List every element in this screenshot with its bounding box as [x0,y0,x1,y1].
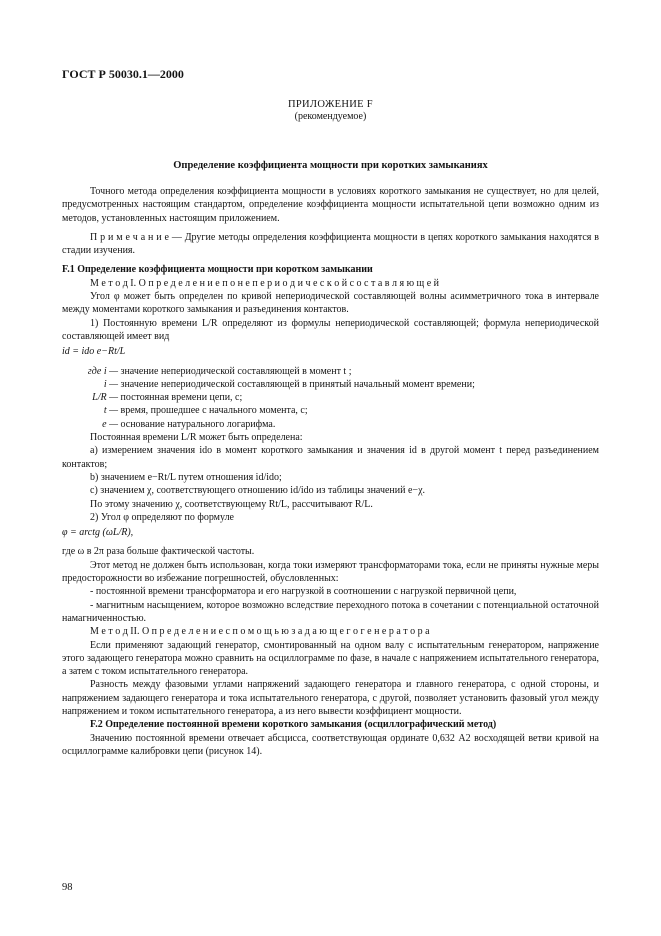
definition-text: значение непериодической составляющей в момент t ; [120,365,352,377]
list-item-1: - постоянной времени трансформатора и его нагрузкой в соотношении с нагрузкой первичной цепи, [90,586,517,598]
section-f1-heading: F.1 Определение коэффициента мощности при коротком замыкании [62,264,373,276]
item-a: а) измерением значения ido в момент короткого замыкания и значения id в другой момент t перед разъединением контактов; [62,445,599,470]
formula-arctg: φ = arctg (ωL/R), [62,527,134,539]
definition-text: время, прошедшее с начального момента, с; [120,405,308,417]
f1-paragraph-3: Постоянная времени L/R может быть определена: [90,432,303,444]
appendix-note: (рекомендуемое) [294,111,367,122]
item-c: с) значением χ, соответствующего отношению id/ido из таблицы значений e−χ. [90,485,426,497]
definition-row [62,418,599,431]
list-item-2: - магнитным насыщением, которое возможно вследствие переходного потока в сочетании с потенциальной остаточной намагниченностью. [62,599,599,624]
f1-paragraph-7: Этот метод не должен быть использован, когда токи измеряют трансформаторами тока, если не приняты нужные меры предосторожности во избежание погрешностей, обусловленных: [62,559,599,585]
f1-paragraph-9: Разность между фазовыми углами напряжений задающего генератора и главного генератора, с одной стороны, и напряжением задающего генератора и тока испытательного генератора, с другой, позволяет установить фазовый угол между напряжением и током испытательного генератора, а из него вывести коэффициент мощности. [62,679,599,717]
definition-text: основание натурального логарифма. [120,418,276,430]
definition-row [62,391,599,404]
f1-paragraph-5: 2) Угол φ определяют по формуле [90,511,234,523]
f2-paragraph-1: Значению постоянной времени отвечает абсцисса, соответствующая ординате 0,632 A2 восходящей ветви кривой на осциллограмме калибровки цепи (рисунок 14). [62,732,599,757]
f1-paragraph-1: Угол φ может быть определен по кривой непериодической составляющей волны асимметричного тока в интервале между моментами короткого замыкания и разъединения контактов. [62,291,599,316]
intro-paragraph: Точного метода определения коэффициента мощности в условиях короткого замыкания не существует, но для целей, предусмотренных настоящим стандартом, определение коэффициента мощности испытательной цепи возможно одним из методов, установленных настоящим приложением. [62,186,599,224]
f1-paragraph-2: 1) Постоянную времени L/R определяют из формулы непериодической составляющей; формула непериодической составляющей имеет вид [62,317,599,342]
item-b: b) значением e−Rt/L путем отношения id/ido; [90,471,282,483]
definition-symbol: i — [103,378,118,390]
appendix-title: Определение коэффициента мощности при коротких замыканиях [173,160,488,171]
note-text: Другие методы определения коэффициента мощности в цепях короткого замыкания находятся в стадии изучения. [62,231,600,257]
section-f2-heading: F.2 Определение постоянной времени короткого замыкания (осциллографический метод) [90,719,497,731]
definitions-list [62,365,599,431]
page-number: 98 [62,882,73,893]
definition-row [62,365,599,378]
note-label: П р и м е ч а н и е — [90,231,182,243]
f1-paragraph-6: где ω в 2π раза больше фактической частоты. [62,546,255,558]
standard-header: ГОСТ Р 50030.1—2000 [62,67,184,81]
definition-row [62,404,599,417]
f1-paragraph-8: Если применяют задающий генератор, смонтированный на одном валу с испытательным генератором, напряжение этого задающего генератора можно сравнить на осциллограмме по фазе, в начале с напряжением испытательного генератора, а затем с током испытательного генератора. [62,639,599,678]
definition-symbol: t — [103,405,118,417]
document-body [62,185,599,758]
definition-text: значение непериодической составляющей в принятый начальный момент времени; [120,378,475,390]
method2-heading: М е т о д II. О п р е д е л е н и е с п о м о щ ь ю з а д а ю щ е г о г е н е р а т о р а [90,626,430,638]
appendix-label: ПРИЛОЖЕНИЕ F [288,99,373,110]
definition-symbol: L/R — [92,392,118,404]
definition-symbol: e — [102,418,118,430]
method1-heading: М е т о д I. О п р е д е л е н и е п о н е п е р и о д и ч е с к о й с о с т а в л я ю щ е й [90,277,440,289]
definition-row [62,378,599,391]
f1-paragraph-4: По этому значению χ, соответствующему Rt/L, рассчитывают R/L. [90,498,373,510]
note-paragraph [62,231,599,258]
formula-exponential: id = ido e−Rt/L [62,346,126,358]
definition-symbol: где i — [87,365,118,377]
definition-text: постоянная времени цепи, с; [120,392,243,404]
